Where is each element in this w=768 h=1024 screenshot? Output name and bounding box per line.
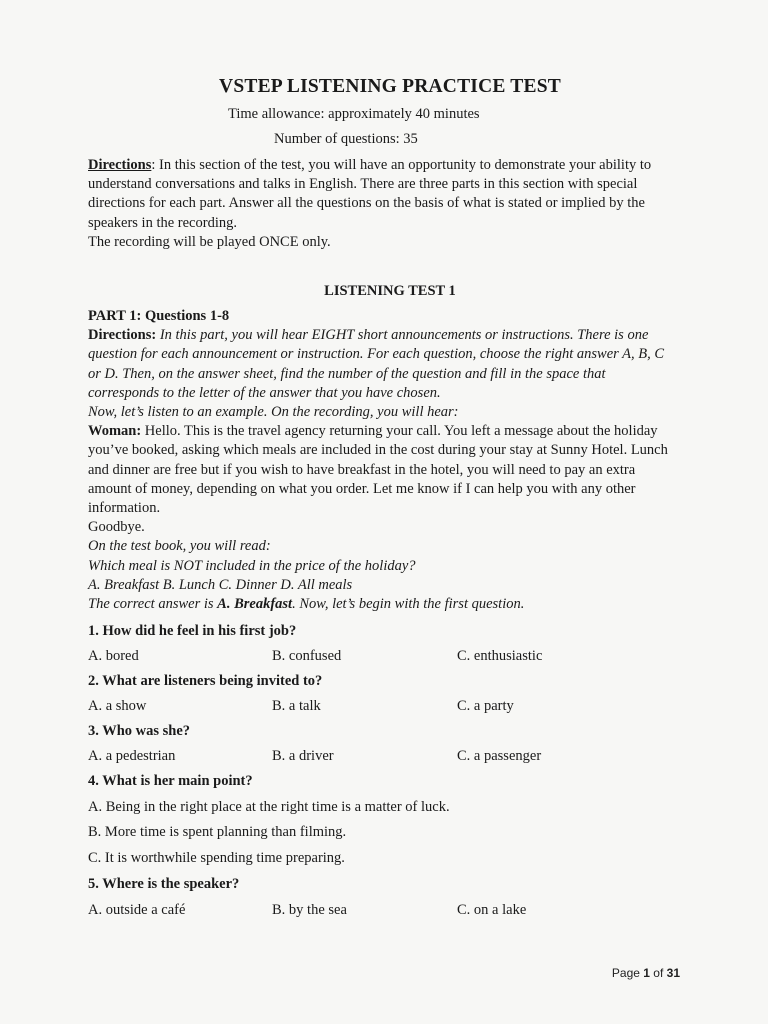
part1-directions-text: In this part, you will hear EIGHT short announcements or instructions. There is one question for each announcement or instruction. For each question, choose the right answer A, B, C or D. Then, on the answer sheet, find the number of the question and fill in the space that corresponds to the letter of the answer that you have chosen.	[88, 327, 665, 401]
q2-option-b: B. a talk	[272, 698, 321, 714]
q5-option-c: C. on a lake	[457, 902, 527, 918]
test-heading: LISTENING TEST 1	[324, 283, 456, 299]
q1-option-a: A. bored	[88, 648, 139, 664]
example-intro: Now, let’s listen to an example. On the recording, you will hear:	[88, 404, 459, 421]
time-allowance: Time allowance: approximately 40 minutes	[228, 106, 480, 122]
q2-option-a: A. a show	[88, 698, 147, 714]
example-options: A. Breakfast B. Lunch C. Dinner D. All meals	[88, 576, 353, 593]
q5-option-b: B. by the sea	[272, 902, 347, 918]
q4-option-a: A. Being in the right place at the right time is a matter of luck.	[88, 799, 450, 815]
question-count: Number of questions: 35	[274, 131, 418, 147]
question-5: 5. Where is the speaker?	[88, 876, 240, 892]
correct-pre: The correct answer is	[88, 596, 218, 613]
example-question: Which meal is NOT included in the price of the holiday?	[88, 557, 416, 574]
q1-option-b: B. confused	[272, 648, 342, 664]
q2-option-c: C. a party	[457, 698, 514, 714]
woman-label: Woman:	[88, 423, 142, 440]
test-book-note: On the test book, you will read:	[88, 538, 271, 555]
part1-section	[88, 307, 678, 614]
general-directions	[88, 156, 678, 252]
q4-option-b: B. More time is spent planning than filming.	[88, 824, 347, 840]
question-4: 4. What is her main point?	[88, 773, 253, 789]
goodbye-line: Goodbye.	[88, 519, 145, 536]
directions-text: : In this section of the test, you will have an opportunity to demonstrate your ability to understand conversations and talks in English. There are three parts in this section with special directions for each part. Answer all the questions on the basis of what is stated or implied by the speakers in the recording.	[88, 157, 652, 231]
question-1: 1. How did he feel in his first job?	[88, 623, 297, 639]
question-2: 2. What are listeners being invited to?	[88, 673, 323, 689]
q1-option-c: C. enthusiastic	[457, 648, 543, 664]
q4-option-c: C. It is worthwhile spending time preparing.	[88, 850, 345, 866]
current-page: 1	[643, 966, 650, 980]
directions-label: Directions	[88, 157, 152, 173]
correct-answer: A. Breakfast	[217, 596, 293, 613]
page-number	[612, 966, 680, 980]
q3-option-b: B. a driver	[272, 748, 334, 764]
q3-option-c: C. a passenger	[457, 748, 542, 764]
of-word: of	[649, 966, 667, 980]
recording-once-note: The recording will be played ONCE only.	[88, 233, 331, 250]
page-word: Page	[611, 966, 644, 980]
part1-heading: PART 1: Questions 1-8	[88, 308, 230, 324]
part1-directions-label: Directions:	[88, 327, 157, 344]
q5-option-a: A. outside a café	[88, 902, 186, 918]
correct-post: . Now, let’s begin with the first question.	[292, 596, 525, 613]
q3-option-a: A. a pedestrian	[88, 748, 176, 764]
page-title: VSTEP LISTENING PRACTICE TEST	[219, 76, 561, 97]
total-pages: 31	[666, 966, 680, 980]
woman-speech: Hello. This is the travel agency returning your call. You left a message about the holiday you’ve booked, asking which meals are included in the cost during your stay at Sunny Hotel. Lunch and dinner are free but if you wish to have breakfast in the hotel, you will need to pay an extra amount of money, depending on what you order. Let me know if I can help you with any other information.	[88, 423, 668, 517]
question-3: 3. Who was she?	[88, 723, 191, 739]
